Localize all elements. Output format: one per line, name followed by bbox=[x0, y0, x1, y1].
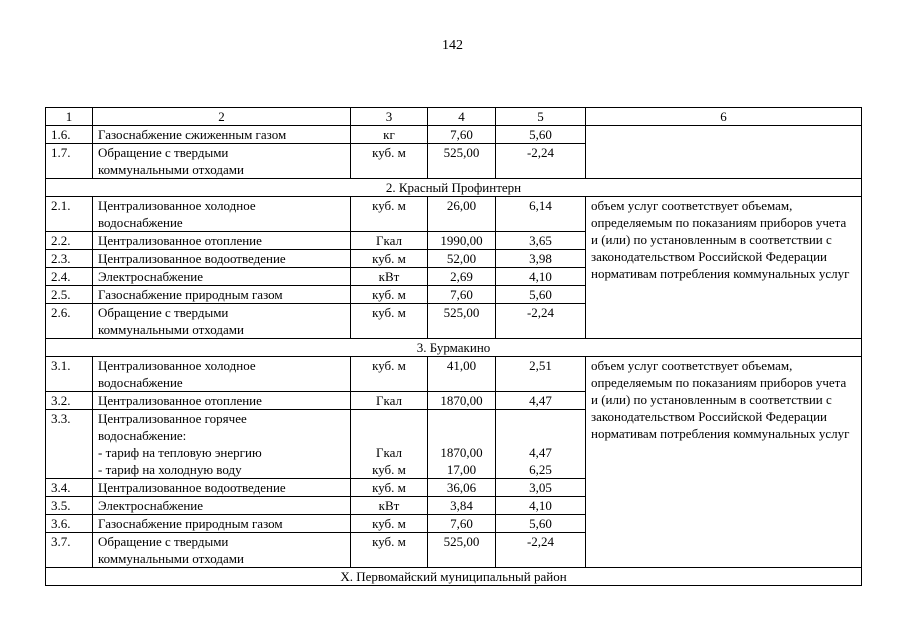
value-col5-line: 5,60 bbox=[529, 287, 552, 302]
service-name-line: коммунальными отходами bbox=[98, 322, 244, 337]
value-col5-line bbox=[501, 410, 580, 427]
row-number: 2.6. bbox=[46, 304, 93, 339]
service-name bbox=[93, 126, 351, 144]
service-name-line: водоснабжение bbox=[98, 375, 183, 390]
column-header-6: 6 bbox=[586, 108, 862, 126]
value-col4 bbox=[428, 250, 496, 268]
section-row bbox=[46, 339, 862, 357]
table-row bbox=[46, 197, 862, 232]
unit-line bbox=[356, 374, 422, 391]
unit bbox=[351, 144, 428, 179]
value-col4 bbox=[428, 268, 496, 286]
value-col5 bbox=[496, 479, 586, 497]
unit-line bbox=[356, 550, 422, 567]
value-col5 bbox=[496, 533, 586, 568]
unit-line: кВт bbox=[378, 498, 400, 513]
row-number: 3.3. bbox=[46, 410, 93, 479]
value-col4-line: 7,60 bbox=[450, 516, 473, 531]
value-col4 bbox=[428, 515, 496, 533]
value-col4-line: 2,69 bbox=[450, 269, 473, 284]
value-col5 bbox=[496, 357, 586, 392]
column-header-5: 5 bbox=[496, 108, 586, 126]
row-number: 2.5. bbox=[46, 286, 93, 304]
value-col4-line: 7,60 bbox=[450, 127, 473, 142]
service-name-line: Централизованное горячее bbox=[98, 411, 247, 426]
value-col4 bbox=[428, 479, 496, 497]
unit bbox=[351, 250, 428, 268]
section-row bbox=[46, 179, 862, 197]
value-col5-line: -2,24 bbox=[526, 534, 555, 549]
value-col5-line: 6,14 bbox=[529, 198, 552, 213]
value-col5 bbox=[496, 515, 586, 533]
service-name-line: Централизованное отопление bbox=[98, 393, 262, 408]
column-header-1: 1 bbox=[46, 108, 93, 126]
value-col4 bbox=[428, 497, 496, 515]
service-name-line: водоснабжение: bbox=[98, 428, 187, 443]
value-col5-line bbox=[501, 427, 580, 444]
unit-line: куб. м bbox=[372, 287, 406, 302]
unit-line bbox=[356, 321, 422, 338]
row-number: 3.7. bbox=[46, 533, 93, 568]
section-title: 3. Бурмакино bbox=[46, 339, 862, 357]
service-name bbox=[93, 479, 351, 497]
section-row bbox=[46, 568, 862, 586]
value-col5-line: 4,47 bbox=[529, 445, 552, 460]
value-col5-line: 2,51 bbox=[529, 358, 552, 373]
value-col4-line: 17,00 bbox=[446, 462, 477, 477]
value-col4-line bbox=[433, 427, 490, 444]
unit-line: куб. м bbox=[372, 480, 406, 495]
value-col4-line bbox=[433, 214, 490, 231]
value-col4 bbox=[428, 197, 496, 232]
tariff-table bbox=[45, 107, 862, 586]
service-name bbox=[93, 357, 351, 392]
service-name bbox=[93, 497, 351, 515]
value-col4-line: 525,00 bbox=[443, 305, 480, 320]
table-row bbox=[46, 126, 862, 144]
value-col5 bbox=[496, 232, 586, 250]
service-name-line: - тариф на холодную воду bbox=[98, 462, 242, 477]
value-col4-line bbox=[433, 374, 490, 391]
row-number: 3.2. bbox=[46, 392, 93, 410]
value-col5-line: -2,24 bbox=[526, 305, 555, 320]
value-col5-line: 4,10 bbox=[529, 498, 552, 513]
unit bbox=[351, 357, 428, 392]
row-number: 3.5. bbox=[46, 497, 93, 515]
service-name-line: Газоснабжение природным газом bbox=[98, 287, 283, 302]
value-col4 bbox=[428, 533, 496, 568]
service-name-line: Централизованное холодное bbox=[98, 198, 256, 213]
unit-line: куб. м bbox=[372, 305, 406, 320]
value-col5 bbox=[496, 197, 586, 232]
row-number: 1.6. bbox=[46, 126, 93, 144]
value-col4 bbox=[428, 392, 496, 410]
unit bbox=[351, 286, 428, 304]
unit bbox=[351, 232, 428, 250]
value-col5 bbox=[496, 286, 586, 304]
note-cell bbox=[586, 126, 862, 179]
service-name-line: Газоснабжение сжиженным газом bbox=[98, 127, 287, 142]
row-number: 1.7. bbox=[46, 144, 93, 179]
value-col5-line: 4,10 bbox=[529, 269, 552, 284]
value-col4 bbox=[428, 286, 496, 304]
row-number: 2.2. bbox=[46, 232, 93, 250]
value-col5-line: 6,25 bbox=[529, 462, 552, 477]
value-col5-line bbox=[501, 550, 580, 567]
service-name bbox=[93, 392, 351, 410]
value-col5 bbox=[496, 126, 586, 144]
value-col5 bbox=[496, 497, 586, 515]
unit-line: куб. м bbox=[372, 516, 406, 531]
service-name bbox=[93, 286, 351, 304]
value-col4-line bbox=[433, 321, 490, 338]
value-col4 bbox=[428, 232, 496, 250]
unit-line bbox=[356, 214, 422, 231]
value-col4 bbox=[428, 357, 496, 392]
value-col4-line: 26,00 bbox=[446, 198, 477, 213]
value-col4 bbox=[428, 126, 496, 144]
value-col4-line: 1870,00 bbox=[440, 393, 483, 408]
value-col5-line: 3,05 bbox=[529, 480, 552, 495]
value-col4-line bbox=[433, 550, 490, 567]
row-number: 2.4. bbox=[46, 268, 93, 286]
column-header-4: 4 bbox=[428, 108, 496, 126]
service-name bbox=[93, 410, 351, 479]
value-col4-line: 41,00 bbox=[446, 358, 477, 373]
service-name-line: Газоснабжение природным газом bbox=[98, 516, 283, 531]
service-name-line: Централизованное водоотведение bbox=[98, 251, 286, 266]
page-number: 142 bbox=[442, 38, 463, 53]
service-name bbox=[93, 197, 351, 232]
section-title: X. Первомайский муниципальный район bbox=[46, 568, 862, 586]
service-name-line: коммунальными отходами bbox=[98, 551, 244, 566]
unit bbox=[351, 533, 428, 568]
unit-line bbox=[356, 161, 422, 178]
value-col5-line: 3,98 bbox=[529, 251, 552, 266]
unit-line: куб. м bbox=[372, 251, 406, 266]
service-name-line: Электроснабжение bbox=[98, 269, 204, 284]
value-col4-line: 36,06 bbox=[446, 480, 477, 495]
unit bbox=[351, 268, 428, 286]
service-name-line: коммунальными отходами bbox=[98, 162, 244, 177]
table-header-row bbox=[46, 108, 862, 126]
value-col5-line bbox=[501, 321, 580, 338]
service-name bbox=[93, 533, 351, 568]
column-header-2: 2 bbox=[93, 108, 351, 126]
value-col4-line: 1870,00 bbox=[440, 445, 483, 460]
value-col4-line: 1990,00 bbox=[440, 233, 483, 248]
column-header-3: 3 bbox=[351, 108, 428, 126]
value-col5 bbox=[496, 144, 586, 179]
value-col4-line: 7,60 bbox=[450, 287, 473, 302]
value-col4-line bbox=[433, 410, 490, 427]
value-col5 bbox=[496, 410, 586, 479]
value-col4-line: 52,00 bbox=[446, 251, 477, 266]
section-title: 2. Красный Профинтерн bbox=[46, 179, 862, 197]
unit-line: куб. м bbox=[372, 198, 406, 213]
unit-line: Гкал bbox=[375, 445, 402, 460]
service-name-line: Электроснабжение bbox=[98, 498, 204, 513]
value-col5-line bbox=[501, 214, 580, 231]
unit-line: Гкал bbox=[375, 233, 402, 248]
value-col4 bbox=[428, 144, 496, 179]
unit-line: куб. м bbox=[372, 462, 406, 477]
value-col5 bbox=[496, 392, 586, 410]
service-name-line: Централизованное отопление bbox=[98, 233, 262, 248]
value-col4-line: 525,00 bbox=[443, 534, 480, 549]
unit bbox=[351, 392, 428, 410]
unit bbox=[351, 497, 428, 515]
value-col4 bbox=[428, 304, 496, 339]
value-col4-line: 525,00 bbox=[443, 145, 480, 160]
service-name-line: Централизованное холодное bbox=[98, 358, 256, 373]
unit-line bbox=[356, 427, 422, 444]
value-col4-line: 3,84 bbox=[450, 498, 473, 513]
unit-line: кВт bbox=[378, 269, 400, 284]
unit bbox=[351, 515, 428, 533]
unit-line: куб. м bbox=[372, 358, 406, 373]
value-col5-line: -2,24 bbox=[526, 145, 555, 160]
service-name bbox=[93, 515, 351, 533]
service-name bbox=[93, 268, 351, 286]
value-col5 bbox=[496, 304, 586, 339]
value-col4-line bbox=[433, 161, 490, 178]
service-name bbox=[93, 304, 351, 339]
service-name-line: Обращение с твердыми bbox=[98, 145, 229, 160]
unit-line: куб. м bbox=[372, 534, 406, 549]
service-name bbox=[93, 250, 351, 268]
service-name-line: водоснабжение bbox=[98, 215, 183, 230]
row-number: 3.6. bbox=[46, 515, 93, 533]
row-number: 2.3. bbox=[46, 250, 93, 268]
unit-line bbox=[356, 410, 422, 427]
service-name-line: Централизованное водоотведение bbox=[98, 480, 286, 495]
service-name-line: - тариф на тепловую энергию bbox=[98, 445, 262, 460]
value-col5-line: 5,60 bbox=[529, 516, 552, 531]
value-col5-line bbox=[501, 161, 580, 178]
unit bbox=[351, 479, 428, 497]
table-row bbox=[46, 357, 862, 392]
row-number: 2.1. bbox=[46, 197, 93, 232]
service-name bbox=[93, 232, 351, 250]
value-col5-line: 4,47 bbox=[529, 393, 552, 408]
note-cell: объем услуг соответствует объемам, определяемым по показаниям приборов учета и (или) по установленным в соответствии с законодательством Российской Федерации нормативам потребления коммунальных услуг bbox=[586, 357, 862, 568]
unit bbox=[351, 304, 428, 339]
unit-line: Гкал bbox=[375, 393, 402, 408]
service-name bbox=[93, 144, 351, 179]
value-col5-line: 5,60 bbox=[529, 127, 552, 142]
note-cell: объем услуг соответствует объемам, определяемым по показаниям приборов учета и (или) по установленным в соответствии с законодательством Российской Федерации нормативам потребления коммунальных услуг bbox=[586, 197, 862, 339]
unit-line: кг bbox=[383, 127, 395, 142]
value-col5-line bbox=[501, 374, 580, 391]
value-col5 bbox=[496, 250, 586, 268]
row-number: 3.4. bbox=[46, 479, 93, 497]
value-col5-line: 3,65 bbox=[529, 233, 552, 248]
service-name-line: Обращение с твердыми bbox=[98, 534, 229, 549]
unit bbox=[351, 126, 428, 144]
unit-line: куб. м bbox=[372, 145, 406, 160]
row-number: 3.1. bbox=[46, 357, 93, 392]
value-col4 bbox=[428, 410, 496, 479]
service-name-line: Обращение с твердыми bbox=[98, 305, 229, 320]
unit bbox=[351, 197, 428, 232]
value-col5 bbox=[496, 268, 586, 286]
unit bbox=[351, 410, 428, 479]
